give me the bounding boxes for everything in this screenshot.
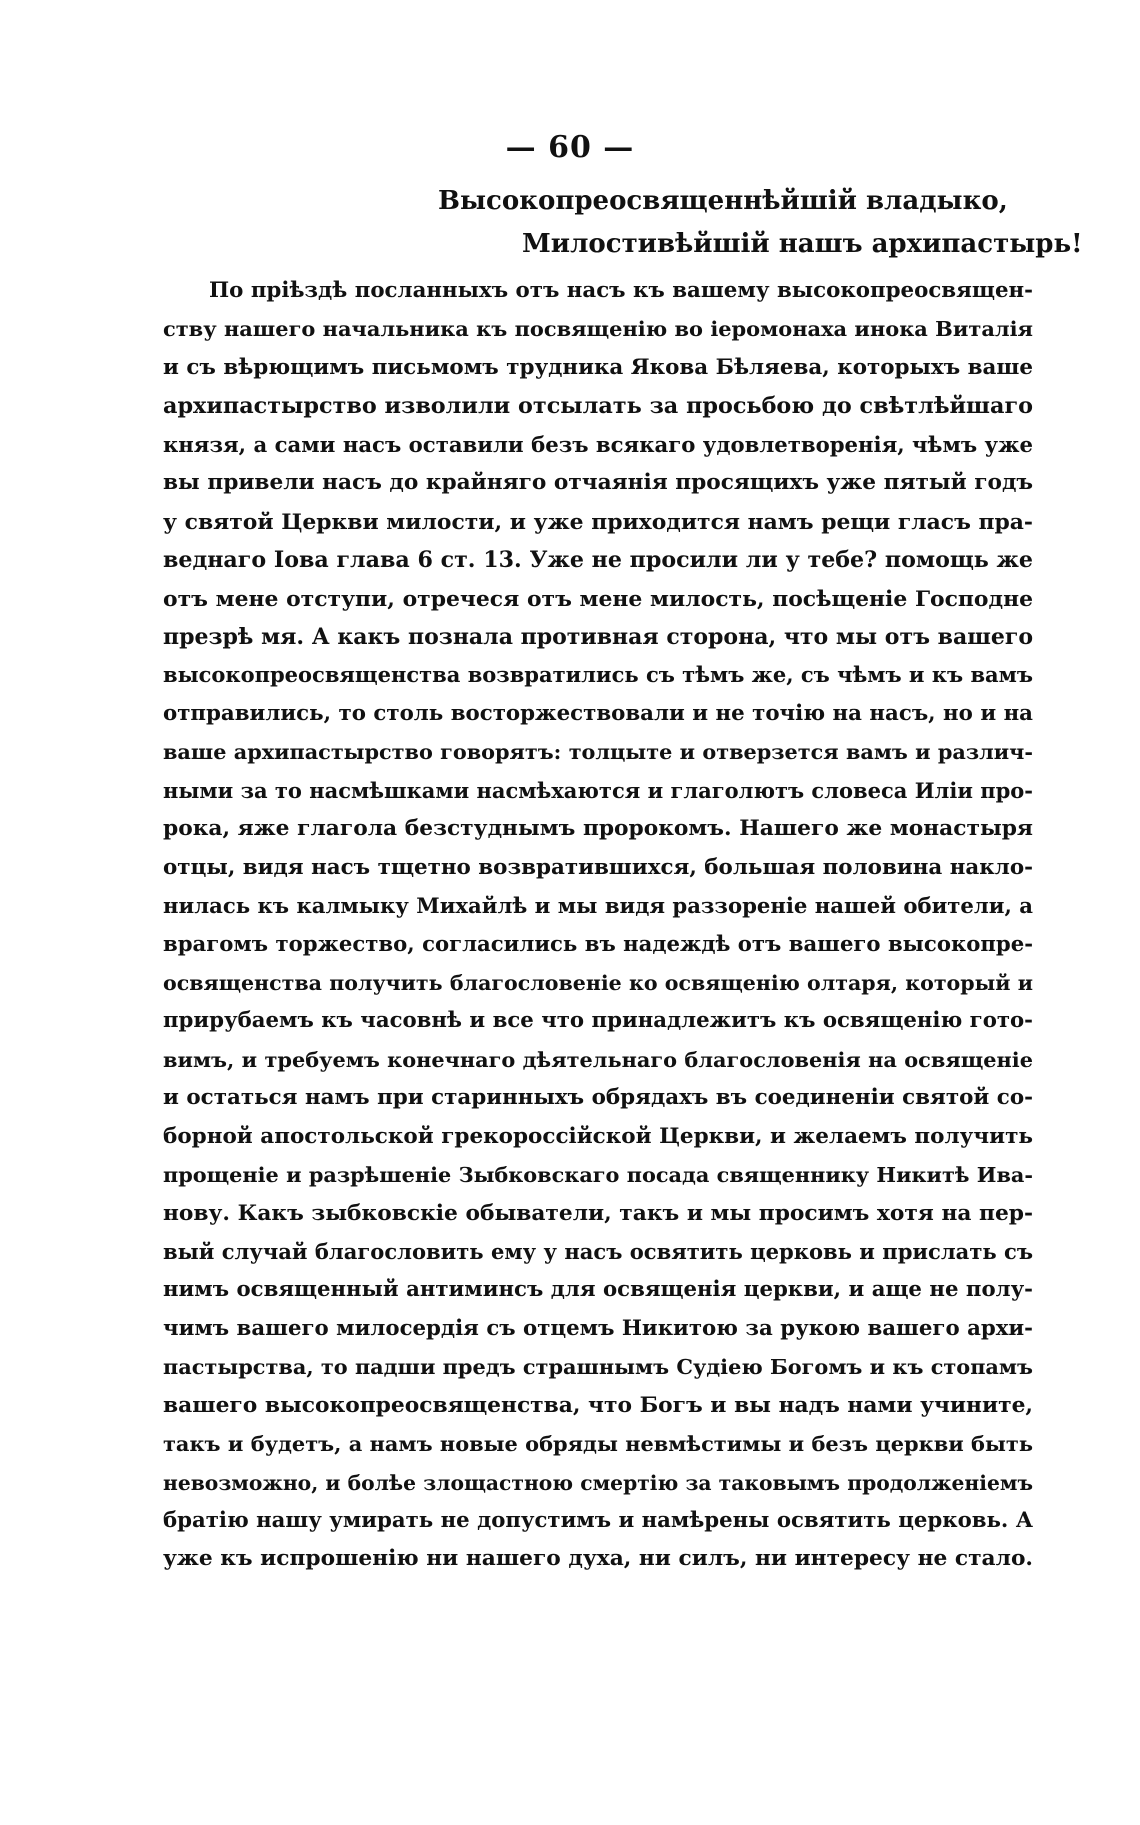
text-line: такъ и будетъ, а намъ новые обряды невмѣстимы и безъ церкви быть	[163, 1431, 1033, 1457]
text-line: архипастырство изволили отсылать за просьбою до свѣтлѣйшаго	[163, 393, 1033, 420]
text-line: рока, яже глагола безстуднымъ пророкомъ. Нашего же монастыря	[163, 816, 1033, 842]
text-line: вашего высокопреосвященства, что Богъ и вы надъ нами учините,	[163, 1392, 1033, 1418]
text-line: и съ вѣрющимъ письмомъ трудника Якова Бѣляева, которыхъ ваше	[163, 354, 1033, 380]
text-line: вы привели насъ до крайняго отчаянiя просящихъ уже пятый годъ	[163, 470, 1033, 496]
text-line: прощенiе и разрѣшенiе Зыбковскаго посада священнику Никитѣ Ива-	[163, 1162, 1033, 1188]
text-line: веднаго Iова глава 6 ст. 13. Уже не просили ли у тебе? помощь же	[163, 547, 1033, 574]
text-line: братiю нашу умирать не допустимъ и намѣрены освятить церковь. А	[163, 1508, 1033, 1533]
text-line: князя, а сами насъ оставили безъ всякаго удовлетворенiя, чѣмъ уже	[163, 431, 1033, 457]
text-line: отъ мене отступи, отречеся отъ мене милость, посѣщенiе Господне	[163, 585, 1033, 612]
text-line: ными за то насмѣшками насмѣхаются и глаголютъ словеса Илiи про-	[163, 777, 1033, 803]
text-line: нимъ освященный антиминсъ для освященiя церкви, и аще не полу-	[163, 1277, 1033, 1303]
text-line: нову. Какъ зыбковскiе обыватели, такъ и мы просимъ хотя на пер-	[163, 1200, 1033, 1226]
salutation-line-2: Милостивѣйшiй нашъ архипастырь!	[522, 229, 1083, 259]
text-line: презрѣ мя. А какъ познала противная сторона, что мы отъ вашего	[163, 623, 1033, 650]
text-line: прирубаемъ къ часовнѣ и все что принадлежитъ къ освященiю гото-	[163, 1008, 1033, 1034]
text-line: ваше архипастырство говорятъ: толцыте и отверзется вамъ и различ-	[163, 739, 1033, 765]
text-line: у святой Церкви милости, и уже приходится намъ рещи гласъ пра-	[163, 508, 1033, 535]
text-line: пастырства, то падши предъ страшнымъ Судiею Богомъ и къ стопамъ	[163, 1354, 1033, 1380]
text-line: вимъ, и требуемъ конечнаго дѣятельнаго благословенiя на освященiе	[163, 1046, 1033, 1072]
text-line: борной апостольской грекороссiйской Церкви, и желаемъ получить	[163, 1123, 1033, 1149]
text-line: нилась къ калмыку Михайлѣ и мы видя раззоренiе нашей обители, а	[163, 893, 1033, 918]
text-line: вый случай благословить ему у насъ освятить церковь и прислать съ	[163, 1238, 1033, 1264]
text-line: По прiѣздѣ посланныхъ отъ насъ къ вашему высокопреосвящен-	[209, 278, 1033, 303]
text-line: отправились, то столь восторжествовали и не точiю на насъ, но и на	[163, 700, 1033, 726]
letter-body	[163, 272, 1033, 1579]
salutation-line-1: Высокопреосвященнѣйшiй владыко,	[438, 186, 1008, 216]
text-line: освященства получить благословенiе ко освященiю олтаря, который и	[163, 970, 1033, 995]
text-line: врагомъ торжество, согласились въ надеждѣ отъ вашего высокопре-	[163, 931, 1033, 957]
text-line: отцы, видя насъ тщетно возвратившихся, большая половина накло-	[163, 854, 1033, 880]
text-line: высокопреосвященства возвратились съ тѣмъ же, съ чѣмъ и къ вамъ	[163, 662, 1033, 688]
text-line: чимъ вашего милосердiя съ отцемъ Никитою за рукою вашего архи-	[163, 1315, 1033, 1341]
text-line: и остаться намъ при старинныхъ обрядахъ въ соединенiи святой со-	[163, 1085, 1033, 1111]
page-number: — 60 —	[505, 130, 635, 165]
text-line: невозможно, и болѣе злощастною смертiю за таковымъ продолженiемъ	[163, 1470, 1033, 1495]
text-line: уже къ испрошенiю ни нашего духа, ни силъ, ни интересу не стало.	[163, 1546, 1033, 1572]
text-line: ству нашего начальника къ посвященiю во iеромонаха инока Виталiя	[163, 316, 1033, 342]
